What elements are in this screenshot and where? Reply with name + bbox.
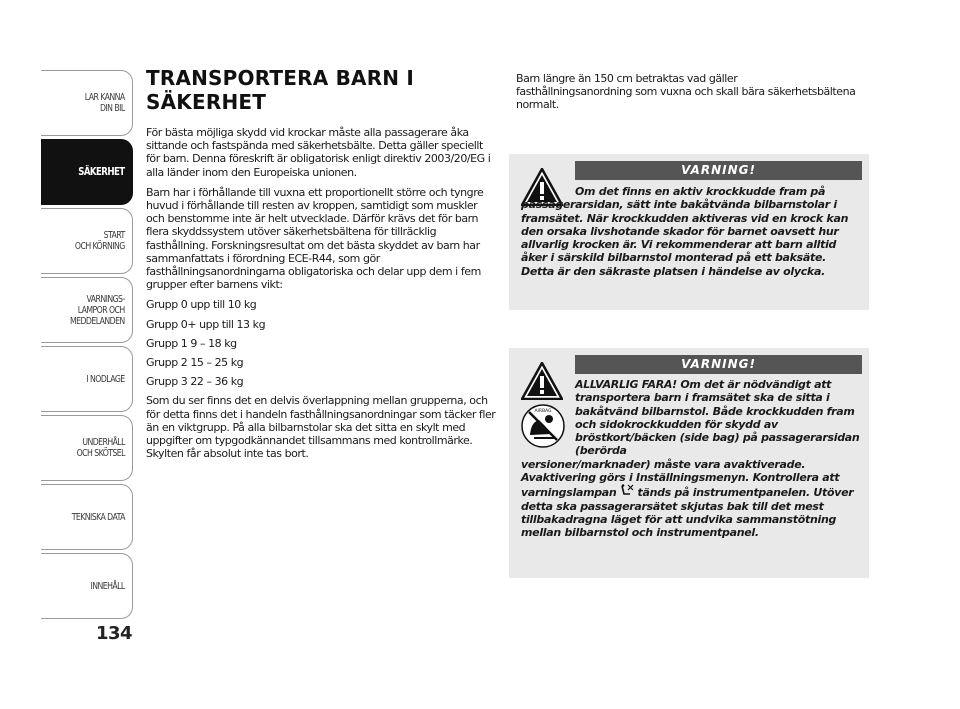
tab-underhall[interactable] bbox=[41, 415, 133, 481]
tab-label: TEKNISKA DATA bbox=[71, 511, 125, 523]
page-number: 134 bbox=[96, 623, 133, 644]
tab-label: INNEHÅLL bbox=[90, 580, 125, 592]
warning-text: Om det finns en aktiv krockkudde fram på passagerarsidan, sätt inte bakåtvända bilbarnstolar i framsätet. När krockkudden aktiveras vid en krock kan den orsaka livshotande skador för barnet oavsett hur allvarlig krocken är. Vi rekommenderar att barn alltid åker i särskild bilbarnstol monterad på ett baksäte. Detta är den säkraste platsen i händelse av olycka. bbox=[521, 185, 849, 278]
passenger-airbag-off-icon bbox=[620, 486, 634, 499]
tab-start-och-korning[interactable] bbox=[41, 208, 133, 274]
warning-text-rest bbox=[521, 458, 861, 540]
airbag-label: AIRBAG bbox=[534, 409, 552, 414]
weight-groups bbox=[146, 298, 496, 388]
warning-text-part: versioner/marknader) måste vara avaktiverade. Avaktivering görs i Inställningsmenyn. Kontrollera att varningslampan bbox=[521, 457, 840, 500]
tab-lar-kanna-din-bil[interactable] bbox=[41, 70, 133, 136]
tab-innehall[interactable] bbox=[41, 553, 133, 619]
paragraph: Som du ser finns det en delvis överlappning mellan grupperna, och för detta finns det i handeln fasthållningsanordningar som täcker fler än en viktgrupp. På alla bilbarnstolar ska det sitta en skylt med uppgifter om typgodkännandet tillsammans med kontrollmärke. Skylten får absolut inte tas bort. bbox=[146, 394, 496, 461]
warning-box bbox=[509, 348, 869, 578]
warning-text-indented: ALLVARLIG FARA! Om det är nödvändigt att transportera barn i framsätet ska de sitta i bakåtvänd bilbarnstol. Både krockkudden fram och sidokrockkudden för skydd av bröstkort/bäcken (side bag) på passagerarsidan (berörda bbox=[575, 378, 860, 458]
group-item: Grupp 0+ upp till 13 kg bbox=[146, 317, 266, 331]
paragraph: För bästa möjliga skydd vid krockar måste alla passagerare åka sittande och fastspända med säkerhetsbälte. Detta gäller speciellt för barn. Denna föreskrift är obligatorisk enligt direktiv 2003/20/EG i alla länder inom den Europeiska unionen. bbox=[146, 126, 491, 179]
paragraph: Barn har i förhållande till vuxna ett proportionellt större och tyngre huvud i förhållande till resten av kroppen, samtidigt som muskler och benstomme inte är helt utvecklade. Därför krävs det för barn flera skyddssystem utöver säkerhetsbältena för tillräcklig fasthållning. Forskningsresultat om det bästa skyddet av barn har sammanfattats i förordning ECE-R44, som gör fasthållningsanordningarna obligatoriska och delar upp dem i fem grupper efter barnens vikt: bbox=[146, 185, 484, 292]
group-item: Grupp 1 9 – 18 kg bbox=[146, 336, 237, 350]
group-item: Grupp 2 15 – 25 kg bbox=[146, 356, 244, 370]
main-column bbox=[146, 66, 496, 467]
page-title: TRANSPORTERA BARN I SÄKERHET bbox=[146, 66, 415, 114]
tab-tekniska-data[interactable] bbox=[41, 484, 133, 550]
group-item: Grupp 3 22 – 36 kg bbox=[146, 375, 244, 389]
warning-box bbox=[509, 154, 869, 310]
group-item: Grupp 0 upp till 10 kg bbox=[146, 298, 257, 312]
tab-i-nodlage[interactable] bbox=[41, 346, 133, 412]
tab-label: LÄR KÄNNA DIN BIL bbox=[85, 92, 125, 114]
tab-label: I NÖDLÄGE bbox=[86, 373, 125, 385]
warning-title: VARNING! bbox=[575, 355, 862, 374]
chapter-tabs bbox=[41, 70, 133, 622]
tab-sakerhet[interactable] bbox=[41, 139, 133, 205]
tab-label: VARNINGS- LAMPOR OCH MEDDELANDEN bbox=[70, 293, 125, 327]
tab-varningslampor[interactable] bbox=[41, 277, 133, 343]
body-text bbox=[146, 126, 496, 460]
tab-label: UNDERHÅLL OCH SKÖTSEL bbox=[76, 437, 125, 459]
tab-label: SÄKERHET bbox=[78, 165, 125, 178]
warning-text bbox=[521, 378, 861, 540]
right-intro-paragraph: Barn längre än 150 cm betraktas vad gäller fasthållningsanordning som vuxna och skall bära säkerhetsbältena normalt. bbox=[516, 72, 856, 112]
tab-label: START OCH KÖRNING bbox=[75, 230, 125, 252]
warning-title: VARNING! bbox=[575, 161, 862, 180]
warning-text-part: tänds på instrumentpanelen. Utöver detta ska passagerarsätet skjutas bak till det mest tillbakadragna läget för att undvika sammanstötning mellan bilbarnstol och instrumentpanel. bbox=[521, 486, 854, 540]
